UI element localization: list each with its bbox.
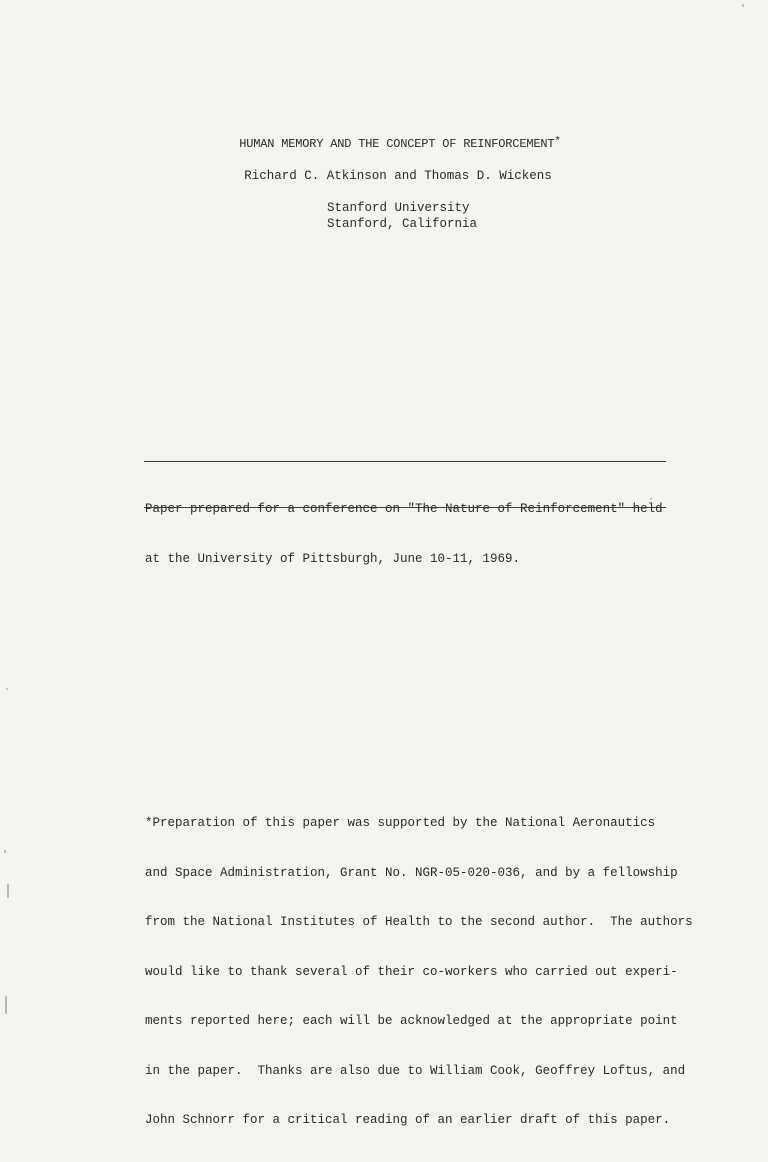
footnote-marker: * <box>554 136 561 148</box>
acknowledgment-footnote <box>145 782 693 1162</box>
acknowledgment-line: and Space Administration, Grant No. NGR-05-020-036, and by a fellowship <box>145 865 678 880</box>
author-names: Richard C. Atkinson and Thomas D. Wickens <box>244 169 552 183</box>
scan-speck <box>4 850 6 853</box>
acknowledgment-line: *Preparation of this paper was supported by the National Aeronautics <box>145 816 656 830</box>
acknowledgment-line: John Schnorr for a critical reading of an earlier draft of this paper. <box>145 1113 671 1127</box>
acknowledgment-line: from the National Institutes of Health to the second author. The authors <box>145 915 693 929</box>
top-rule-line <box>144 461 666 462</box>
bottom-rule-line <box>144 507 666 508</box>
scan-speck <box>742 4 744 7</box>
affiliation-location: Stanford, California <box>327 217 478 231</box>
conference-note-line: Paper prepared for a conference on "The Nature of Reinforcement" held <box>145 502 663 516</box>
acknowledgment-line: in the paper. Thanks are also due to William Cook, Geoffrey Loftus, and <box>145 1063 686 1078</box>
conference-note <box>145 468 675 600</box>
conference-note-line: at the University of Pittsburgh, June 10-11, 1969. <box>145 551 521 566</box>
scan-speck <box>650 498 652 500</box>
scan-speck <box>6 688 8 690</box>
acknowledgment-line: ments reported here; each will be acknowledged at the appropriate point <box>145 1014 678 1028</box>
scan-speck <box>5 996 7 1014</box>
acknowledgment-line: would like to thank several of their co-workers who carried out experi- <box>145 964 678 979</box>
scan-speck <box>7 884 9 898</box>
paper-title-text: HUMAN MEMORY AND THE CONCEPT OF REINFORCEMENT <box>239 137 555 151</box>
paper-title <box>16 136 768 153</box>
affiliation-university: Stanford University <box>327 201 470 215</box>
